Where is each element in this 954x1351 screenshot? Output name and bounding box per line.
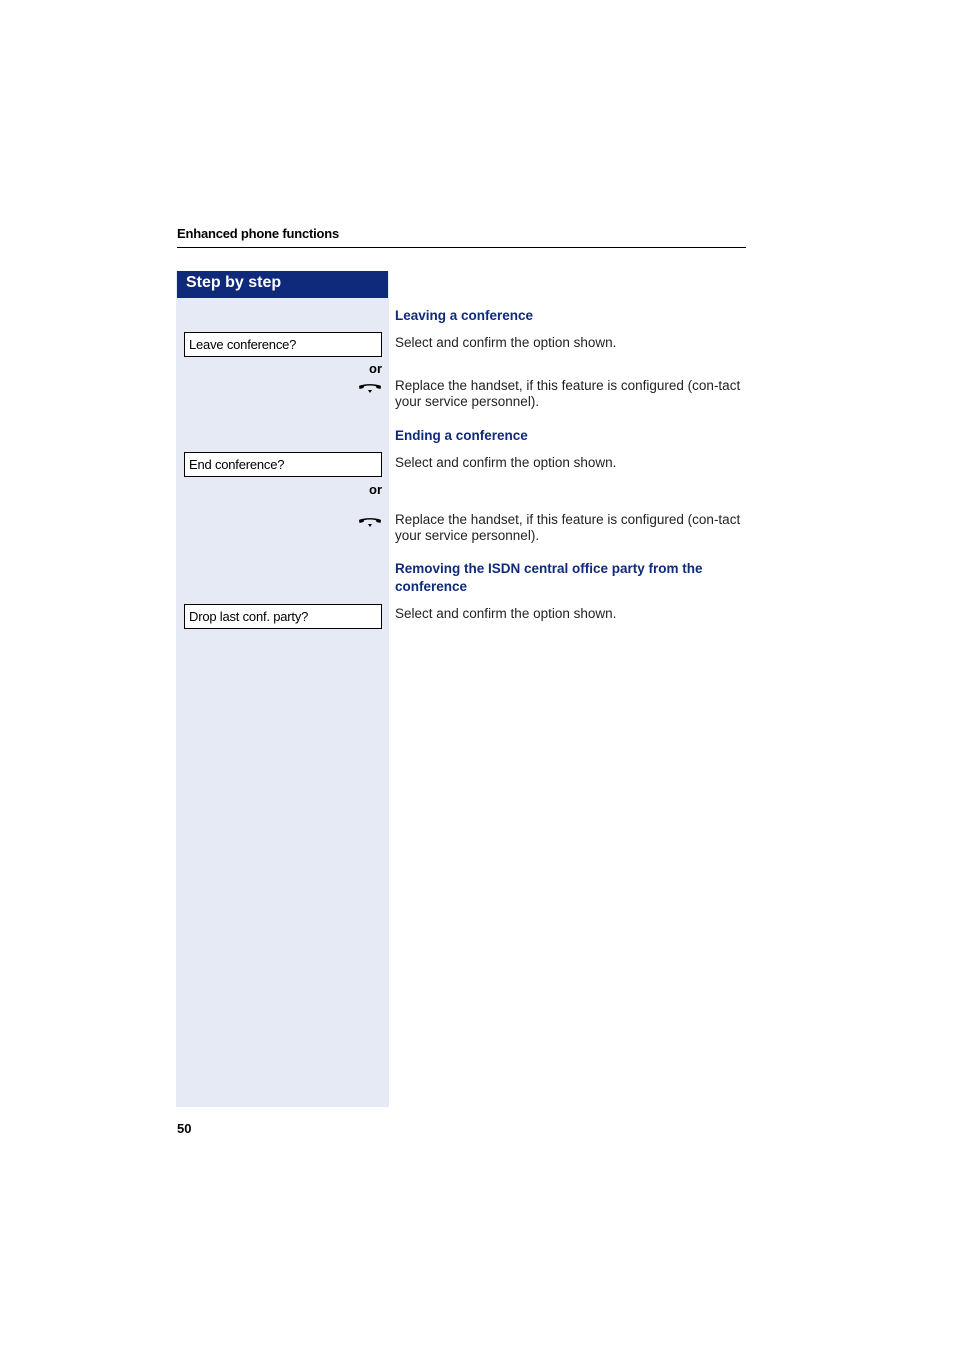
- heading-ending-conference: Ending a conference: [395, 428, 528, 443]
- step-by-step-title: Step by step: [177, 271, 388, 298]
- menu-option-end-conference[interactable]: End conference?: [184, 452, 382, 477]
- handset-down-icon: [358, 517, 382, 529]
- leaving-handset-text: Replace the handset, if this feature is configured (con-tact your service personnel).: [395, 378, 741, 409]
- ending-handset-text: Replace the handset, if this feature is configured (con-tact your service personnel).: [395, 512, 741, 543]
- removing-select-text: Select and confirm the option shown.: [395, 606, 617, 621]
- header-rule: [177, 247, 746, 248]
- ending-select-text: Select and confirm the option shown.: [395, 455, 617, 470]
- menu-option-drop-last-party[interactable]: Drop last conf. party?: [184, 604, 382, 629]
- handset-down-icon: [358, 383, 382, 395]
- running-header: Enhanced phone functions: [177, 226, 340, 241]
- menu-option-leave-conference[interactable]: Leave conference?: [184, 332, 382, 357]
- page-number: 50: [177, 1121, 192, 1136]
- or-label-2: or: [369, 482, 382, 497]
- leaving-select-text: Select and confirm the option shown.: [395, 335, 617, 350]
- step-by-step-column: [176, 271, 389, 1107]
- or-label-1: or: [369, 361, 382, 376]
- heading-removing-isdn-party: Removing the ISDN central office party from the conference: [395, 561, 703, 594]
- heading-leaving-conference: Leaving a conference: [395, 308, 534, 323]
